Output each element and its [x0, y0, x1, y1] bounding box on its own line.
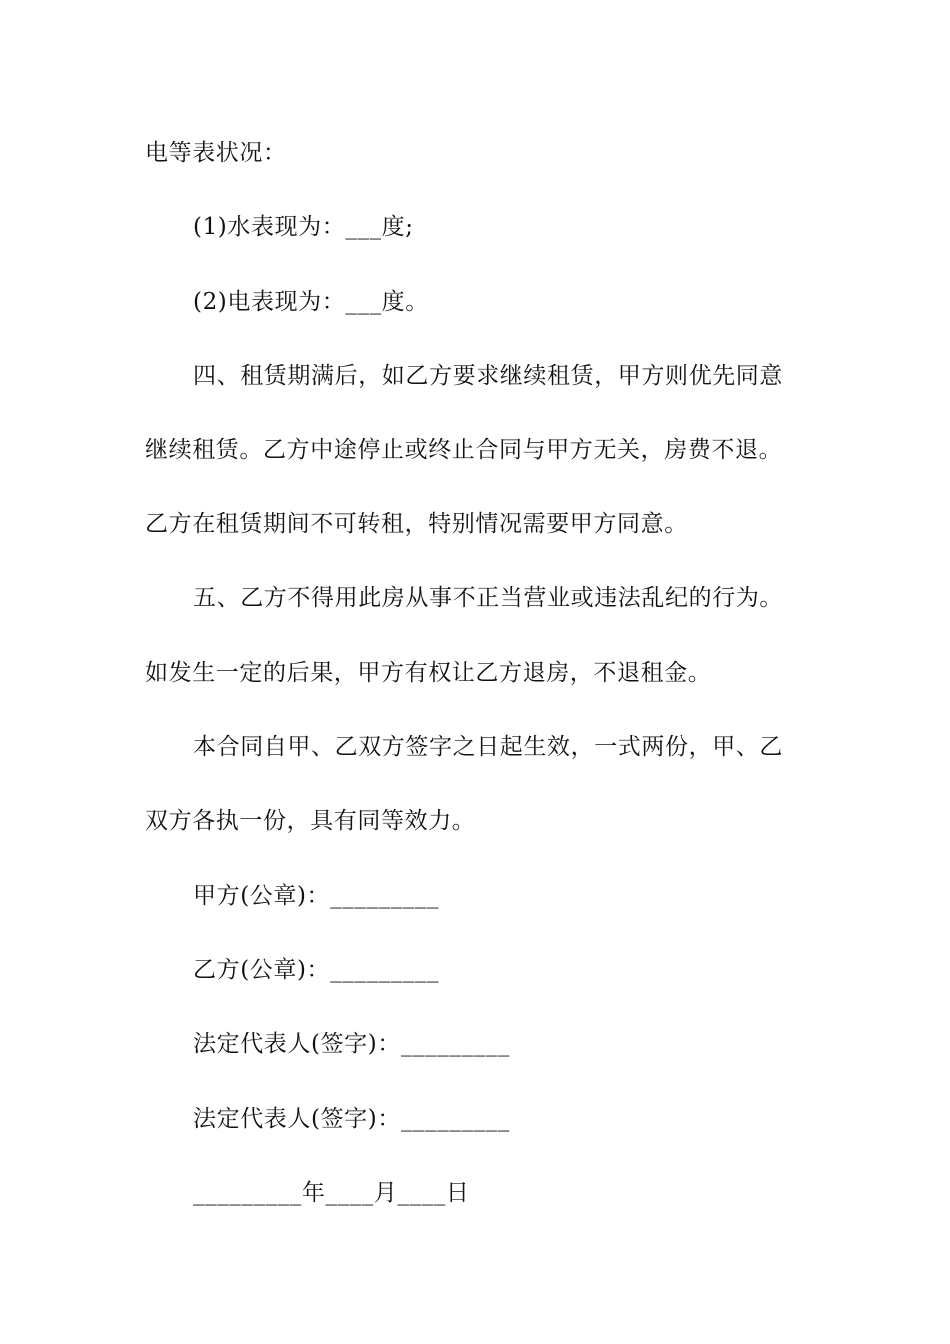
party-a-seal-line: 甲方(公章)：_________ [193, 883, 440, 909]
meter-status-heading: 电等表状况： [145, 140, 287, 166]
clause-four-line-1: 四、租赁期满后，如乙方要求继续租赁，甲方则优先同意 [193, 363, 783, 389]
effective-clause-line-1: 本合同自甲、乙双方签字之日起生效，一式两份，甲、乙 [193, 734, 783, 760]
legal-representative-signature-line-2: 法定代表人(签字)：_________ [193, 1106, 510, 1132]
clause-five-line-1: 五、乙方不得用此房从事不正当营业或违法乱纪的行为。 [193, 585, 783, 611]
electric-meter-line: (2)电表现为：___度。 [193, 289, 429, 315]
date-line: _________年____月____日 [193, 1180, 470, 1206]
legal-representative-signature-line-1: 法定代表人(签字)：_________ [193, 1031, 510, 1057]
clause-four-line-2: 继续租赁。乙方中途停止或终止合同与甲方无关，房费不退。 [145, 437, 783, 463]
clause-four-line-3: 乙方在租赁期间不可转租，特别情况需要甲方同意。 [145, 511, 688, 537]
party-b-seal-line: 乙方(公章)：_________ [193, 957, 440, 983]
clause-five-line-2: 如发生一定的后果，甲方有权让乙方退房，不退租金。 [145, 660, 712, 686]
water-meter-line: (1)水表现为：___度; [193, 214, 414, 240]
effective-clause-line-2: 双方各执一份，具有同等效力。 [145, 808, 476, 834]
